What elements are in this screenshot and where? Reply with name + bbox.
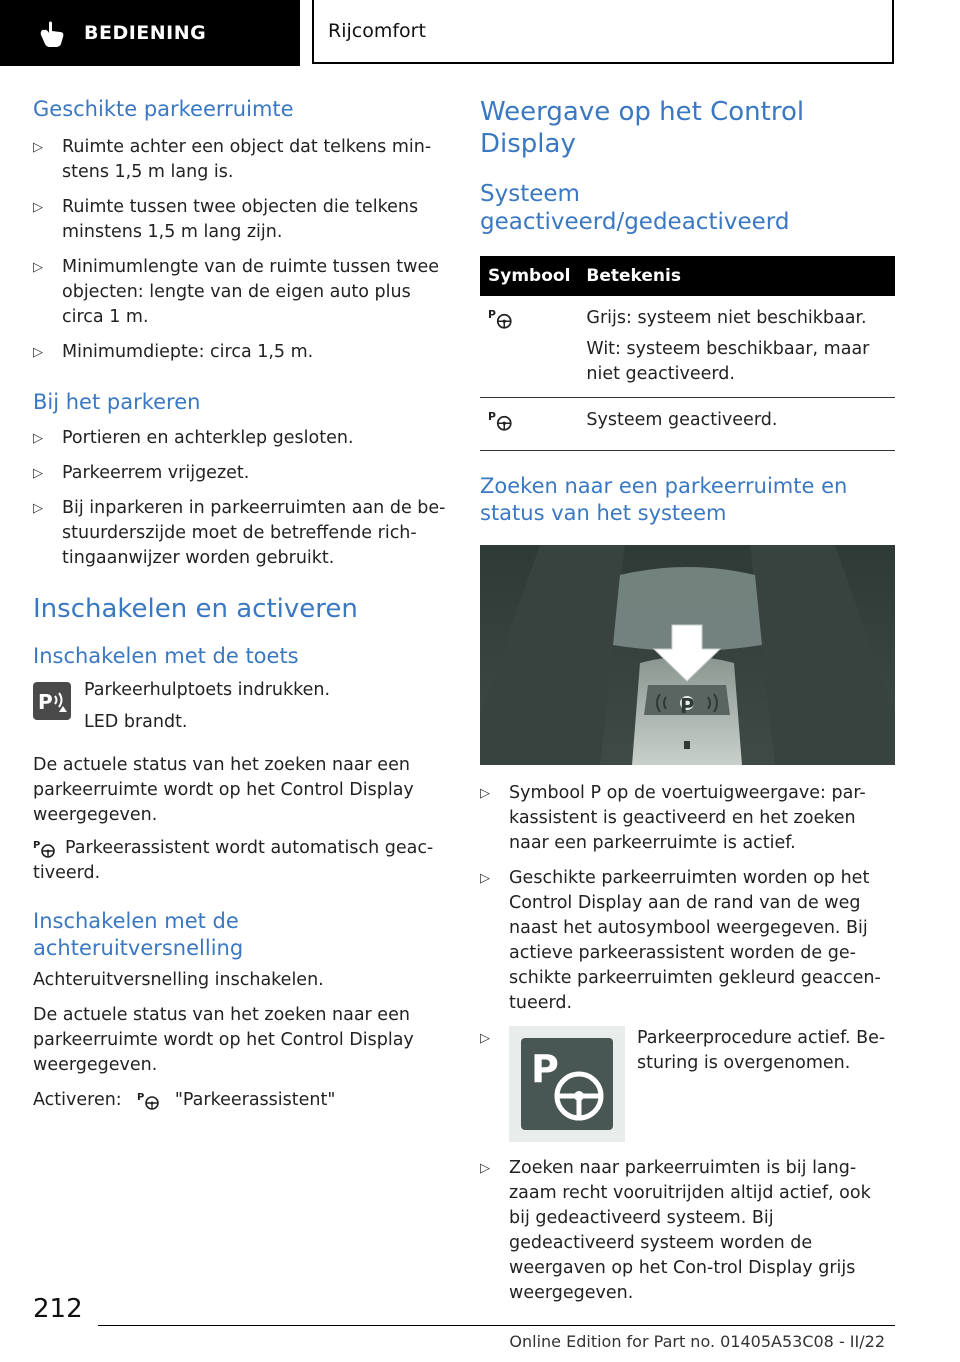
list-item: ▷ Geschikte parkeerruimten worden op het Control Display aan de rand van de weg naast het autosymbool weergegeven. Bij actieve parkeerassistent worden de ge-schikte parkeerruimten gekleurd geaccen-tueerd.	[480, 866, 895, 1016]
col-header-betekenis: Betekenis	[578, 256, 895, 296]
heading-inschakelen-met-de-toets: Inschakelen met de toets	[33, 644, 299, 668]
parking-procedure-active-icon	[509, 1026, 625, 1142]
heading-bij-het-parkeren: Bij het parkeren	[33, 390, 201, 414]
heading-weergave-control-display: Weergave op het Control Display	[480, 97, 805, 159]
toets-status-text: De actuele status van het zoeken naar een parkeerruimte wordt op het Control Display weergegeven.	[33, 755, 414, 825]
toets-step-1: Parkeerhulptoets indrukken.	[84, 680, 331, 700]
edition-text: Online Edition for Part no. 01405A53C08 - II/22	[509, 1332, 885, 1351]
heading-systeem-geactiveerd: Systeem geactiveerd/gedeactiveerd	[480, 181, 790, 235]
list-item: ▷ Zoeken naar parkeerruimten is bij lang-zaam recht vooruitrijden altijd actief, ook bij gedeactiveerd systeem. Bij gedeactiveerd systeem worden de weergaven op het Con-trol Display grijs weergegeven.	[480, 1156, 895, 1306]
pointing-hand-icon	[36, 17, 68, 49]
park-assist-icon	[137, 1089, 161, 1111]
table-row	[480, 398, 895, 451]
auto-activate-label: Parkeerassistent wordt automatisch geac-tiveerd.	[33, 838, 434, 883]
chapter-label: Rijcomfort	[328, 20, 426, 42]
list-item: ▷ Parkeerrem vrijgezet.	[33, 461, 448, 486]
screen-p-symbol: P	[680, 694, 695, 718]
park-assist-inactive-icon	[488, 306, 514, 330]
right-column	[480, 96, 895, 1306]
heading-inschakelen-en-activeren: Inschakelen en activeren	[33, 594, 358, 624]
list-item: ▷ Ruimte achter een object dat telkens min-stens 1,5 m lang is.	[33, 135, 448, 185]
svg-text:P: ▷ P	[531, 1047, 559, 1091]
toets-block	[33, 678, 448, 735]
toets-step-2: LED brandt.	[84, 712, 188, 732]
svg-text:P: P	[488, 410, 496, 423]
heading-zoeken-parkeerruimte: Zoeken naar een parkeerruimte en status van het systeem	[480, 474, 848, 525]
activeren-line	[33, 1088, 448, 1113]
procedure-text: Parkeerprocedure actief. Be-sturing is overgenomen.	[637, 1028, 886, 1073]
list-item: ▷ Minimumdiepte: circa 1,5 m.	[33, 340, 448, 365]
activeren-prefix: Activeren:	[33, 1090, 122, 1110]
row1-wit: Wit: systeem beschikbaar, maar niet geactiveerd.	[586, 339, 870, 384]
list-item: ▷ Symbool P op de voertuigweergave: par-kassistent is geactiveerd en het zoeken naar een parkeerruimte is actief.	[480, 781, 895, 856]
page-number: 212	[33, 1294, 83, 1324]
park-assist-active-icon	[488, 408, 514, 432]
list-item: ▷ Portieren en achterklep gesloten.	[33, 426, 448, 451]
achteruit-step: Achteruitversnelling inschakelen.	[33, 970, 324, 990]
footer-divider	[98, 1325, 895, 1326]
geschikte-list	[33, 135, 448, 365]
list-item: ▷ Ruimte tussen twee objecten die telkens minstens 1,5 m lang zijn.	[33, 195, 448, 245]
left-column	[33, 96, 448, 1113]
park-assist-button-icon	[33, 682, 71, 720]
svg-text:P: P	[33, 840, 41, 851]
control-display-screenshot	[480, 545, 895, 765]
symbol-table	[480, 256, 895, 451]
svg-text:P: P	[137, 1092, 145, 1103]
parkeerassistent-menu-label: "Parkeerassistent"	[174, 1090, 336, 1110]
list-item: ▷ Minimumlengte van de ruimte tussen twee objecten: lengte van de eigen auto plus circa 1 m.	[33, 255, 448, 330]
toets-auto-text	[33, 836, 448, 886]
section-label: BEDIENING	[84, 22, 207, 44]
section-tab	[0, 0, 300, 66]
page-header	[0, 0, 960, 66]
svg-text:P: P	[38, 690, 53, 714]
heading-geschikte-parkeerruimte: Geschikte parkeerruimte	[33, 97, 294, 121]
achteruit-status-text: De actuele status van het zoeken naar een parkeerruimte wordt op het Control Display weergegeven.	[33, 1005, 414, 1075]
list-item-procedure	[480, 1026, 895, 1144]
table-row	[480, 296, 895, 398]
svg-text:P: P	[488, 308, 496, 321]
col-header-symbool: Symbool	[480, 256, 578, 296]
park-assist-icon	[33, 837, 57, 859]
zoeken-list	[480, 781, 895, 1306]
chapter-box	[312, 0, 894, 64]
row2-geactiveerd: Systeem geactiveerd.	[578, 398, 895, 451]
row1-grijs: Grijs: systeem niet beschikbaar.	[586, 308, 867, 328]
list-item: ▷ Bij inparkeren in parkeerruimten aan de be-stuurderszijde moet de betreffende rich-tingaanwijzer worden gebruikt.	[33, 496, 448, 571]
parkeren-list	[33, 426, 448, 571]
heading-inschakelen-achteruit: Inschakelen met de achteruitversnelling	[33, 909, 244, 960]
